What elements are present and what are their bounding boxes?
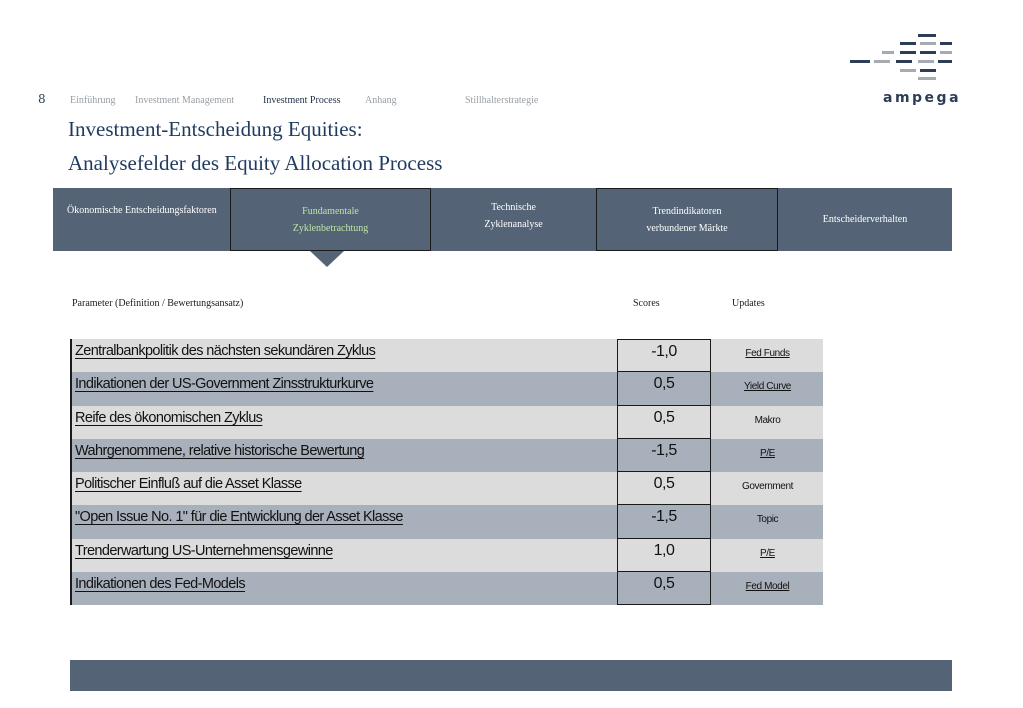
update-link[interactable]: Yield Curve bbox=[744, 381, 791, 393]
update-link[interactable]: P/E bbox=[760, 547, 775, 559]
tab-label: Technische bbox=[491, 202, 536, 213]
parameter-label[interactable]: Trenderwartung US-Unternehmensgewinne bbox=[75, 542, 333, 559]
parameter-label[interactable]: Reife des ökonomischen Zyklus bbox=[75, 409, 263, 426]
parameter-label[interactable]: "Open Issue No. 1" für die Entwicklung der Asset Klasse bbox=[75, 509, 403, 526]
update-text: Makro bbox=[754, 414, 781, 426]
table-row bbox=[72, 339, 823, 372]
nav-anhang[interactable]: Anhang bbox=[365, 95, 397, 106]
update-text: Government bbox=[741, 481, 794, 493]
update-link[interactable]: Fed Funds bbox=[745, 348, 790, 359]
parameter-table bbox=[70, 339, 823, 605]
parameter-label[interactable]: Indikationen der US-Government Zinsstrukturkurve bbox=[75, 376, 374, 393]
score-value: 0,5 bbox=[617, 572, 711, 605]
score-value: -1,5 bbox=[617, 439, 711, 472]
page-number: 8 bbox=[38, 92, 46, 106]
tab-technische-zyklenanalyse[interactable] bbox=[431, 188, 596, 251]
update-link[interactable]: Fed Model bbox=[745, 581, 790, 593]
ampega-logo-text: ampega bbox=[883, 90, 962, 106]
score-value: 1,0 bbox=[617, 539, 711, 572]
table-row bbox=[72, 472, 823, 505]
table-row bbox=[72, 572, 823, 605]
active-tab-pointer bbox=[310, 251, 344, 267]
parameter-label[interactable]: Indikationen des Fed-Models bbox=[75, 576, 245, 593]
nav-einfuehrung[interactable]: Einführung bbox=[70, 95, 116, 106]
tab-label: Zyklenbetrachtung bbox=[292, 222, 369, 234]
process-tabbar bbox=[53, 188, 952, 251]
table-row bbox=[72, 505, 823, 538]
parameter-label[interactable]: Zentralbankpolitik des nächsten sekundären Zyklus bbox=[75, 343, 376, 359]
update-text: Topic bbox=[756, 514, 779, 526]
tab-label: Fundamentale bbox=[302, 205, 359, 217]
page-title-line2: Analysefelder des Equity Allocation Process bbox=[68, 151, 443, 175]
score-value: 0,5 bbox=[617, 406, 711, 439]
parameter-label[interactable]: Politischer Einfluß auf die Asset Klasse bbox=[75, 476, 302, 493]
table-row bbox=[72, 539, 823, 572]
tab-label: verbundener Märkte bbox=[646, 222, 728, 234]
table-row bbox=[72, 406, 823, 439]
tab-label: Entscheiderverhalten bbox=[822, 214, 908, 225]
score-value: -1,0 bbox=[617, 339, 711, 372]
tab-entscheiderverhalten[interactable] bbox=[778, 188, 952, 251]
nav-stillhalterstrategie[interactable]: Stillhalterstrategie bbox=[465, 95, 539, 106]
tab-trendindikatoren-verbundener-maerkte[interactable] bbox=[596, 188, 778, 251]
tab-label: Ökonomische Entscheidungsfaktoren bbox=[67, 205, 217, 216]
tab-fundamentale-zyklenbetrachtung[interactable] bbox=[230, 188, 431, 251]
table-row bbox=[72, 439, 823, 472]
nav-investment-management[interactable]: Investment Management bbox=[135, 95, 235, 106]
score-value: -1,5 bbox=[617, 505, 711, 538]
parameter-label[interactable]: Wahrgenommene, relative historische Bewertung bbox=[75, 442, 365, 459]
column-header-updates: Updates bbox=[732, 298, 765, 309]
score-value: 0,5 bbox=[617, 372, 711, 405]
tab-label: Zyklenanalyse bbox=[484, 219, 543, 230]
tab-oekonomische-entscheidungsfaktoren[interactable] bbox=[53, 188, 230, 251]
column-header-parameter: Parameter (Definition / Bewertungsansatz) bbox=[72, 298, 244, 309]
page-title-line1: Investment-Entscheidung Equities: bbox=[68, 117, 363, 141]
nav-investment-process[interactable]: Investment Process bbox=[263, 95, 341, 106]
update-link[interactable]: P/E bbox=[760, 447, 775, 459]
footer-bar bbox=[70, 660, 952, 691]
column-header-scores: Scores bbox=[633, 298, 660, 309]
tab-label: Trendindikatoren bbox=[652, 205, 722, 217]
score-value: 0,5 bbox=[617, 472, 711, 505]
table-row bbox=[72, 372, 823, 405]
